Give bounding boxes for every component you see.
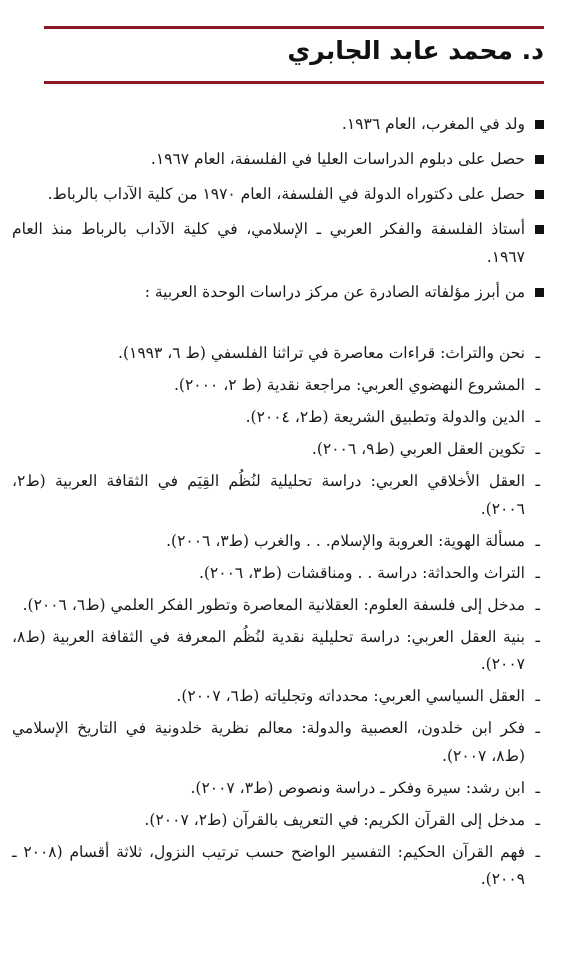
top-rule — [44, 26, 544, 29]
bio-list — [12, 110, 544, 313]
work-title: تكوين العقل العربي (ط٩، ٢٠٠٦). — [311, 440, 525, 458]
work-title: العقل الأخلاقي العربي: دراسة تحليلية لنُظُم القِيَم في الثقافة العربية (ط٢، ٢٠٠٦). — [12, 472, 525, 518]
work-item — [12, 807, 544, 835]
dash-bullet-icon: ـ — [535, 531, 540, 550]
dash-bullet-icon: ـ — [535, 376, 540, 394]
bio-item — [12, 180, 544, 208]
work-item — [12, 592, 544, 620]
bio-item — [12, 215, 544, 271]
work-item — [12, 528, 544, 556]
bio-item — [12, 110, 544, 138]
work-title: الدين والدولة وتطبيق الشريعة (ط٢، ٢٠٠٤). — [245, 408, 525, 426]
dash-bullet-icon: ـ — [535, 408, 540, 426]
work-item — [12, 372, 544, 400]
dash-bullet-icon: ـ — [535, 778, 540, 797]
work-item — [12, 560, 544, 588]
work-title: نحن والتراث: قراءات معاصرة في تراثنا الفلسفي (ط ٦، ١٩٩٣). — [118, 344, 525, 362]
work-title: مدخل إلى فلسفة العلوم: العقلانية المعاصرة وتطور الفكر العلمي (ط٦، ٢٠٠٦). — [22, 595, 525, 614]
square-bullet-icon — [535, 225, 544, 234]
work-title: ابن رشد: سيرة وفكر ـ دراسة ونصوص (ط٣، ٢٠٠٧). — [190, 778, 525, 797]
author-name: د. محمد عابد الجابري — [287, 36, 544, 65]
work-item — [12, 624, 544, 679]
work-item — [12, 340, 544, 368]
bio-text: أستاذ الفلسفة والفكر العربي ـ الإسلامي، في كلية الآداب بالرباط منذ العام ١٩٦٧. — [12, 220, 525, 266]
dash-bullet-icon: ـ — [535, 810, 540, 829]
work-title: مدخل إلى القرآن الكريم: في التعريف بالقرآن (ط٢، ٢٠٠٧). — [144, 810, 525, 829]
dash-bullet-icon: ـ — [535, 595, 540, 614]
dash-bullet-icon: ـ — [535, 563, 540, 582]
square-bullet-icon — [535, 155, 544, 164]
bio-item — [12, 278, 544, 306]
bio-text: من أبرز مؤلفاته الصادرة عن مركز دراسات الوحدة العربية : — [144, 283, 525, 301]
work-item — [12, 436, 544, 464]
bio-text: حصل على دكتوراه الدولة في الفلسفة، العام ١٩٧٠ من كلية الآداب بالرباط. — [47, 185, 525, 203]
dash-bullet-icon: ـ — [535, 719, 540, 737]
bio-text: حصل على دبلوم الدراسات العليا في الفلسفة، العام ١٩٦٧. — [150, 150, 525, 168]
work-title: المشروع النهضوي العربي: مراجعة نقدية (ط ٢، ٢٠٠٠). — [173, 376, 525, 394]
dash-bullet-icon: ـ — [535, 472, 540, 490]
work-title: فهم القرآن الحكيم: التفسير الواضح حسب ترتيب النزول، ثلاثة أقسام (٢٠٠٨ ـ ٢٠٠٩). — [12, 842, 526, 888]
work-title: بنية العقل العربي: دراسة تحليلية نقدية لنُظُم المعرفة في الثقافة العربية (ط٨، ٢٠٠٧). — [12, 627, 525, 673]
work-item — [12, 683, 544, 711]
square-bullet-icon — [535, 190, 544, 199]
work-item — [12, 775, 544, 803]
dash-bullet-icon: ـ — [535, 440, 540, 458]
square-bullet-icon — [535, 120, 544, 129]
dash-bullet-icon: ـ — [535, 627, 540, 646]
bio-text: ولد في المغرب، العام ١٩٣٦. — [341, 115, 525, 133]
work-title: العقل السياسي العربي: محدداته وتجلياته (ط٦، ٢٠٠٧). — [176, 687, 525, 705]
bio-item — [12, 145, 544, 173]
works-list — [12, 340, 544, 898]
work-title: مسألة الهوية: العروبة والإسلام. . . والغرب (ط٣، ٢٠٠٦). — [166, 531, 525, 550]
work-item — [12, 468, 544, 523]
dash-bullet-icon: ـ — [535, 687, 540, 705]
work-item — [12, 404, 544, 432]
work-item — [12, 715, 544, 770]
work-title: التراث والحداثة: دراسة . . ومناقشات (ط٣، ٢٠٠٦). — [198, 563, 525, 582]
work-item — [12, 839, 544, 894]
square-bullet-icon — [535, 288, 544, 297]
dash-bullet-icon: ـ — [535, 344, 540, 362]
dash-bullet-icon: ـ — [535, 842, 540, 861]
work-title: فكر ابن خلدون، العصبية والدولة: معالم نظرية خلدونية في التاريخ الإسلامي (ط٨، ٢٠٠٧). — [12, 719, 525, 765]
bottom-rule — [44, 81, 544, 84]
